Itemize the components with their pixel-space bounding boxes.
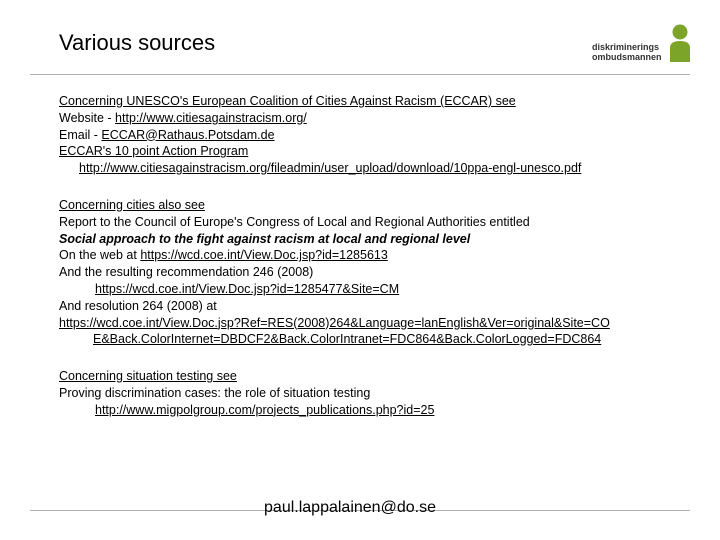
testing-heading: Concerning situation testing see <box>59 369 237 384</box>
recommendation-line: And the resulting recommendation 246 (2008) <box>59 265 314 280</box>
resolution-link-line-1 <box>59 315 689 332</box>
resolution-line: And resolution 264 (2008) at <box>59 298 217 313</box>
proving-link[interactable]: http://www.migpolgroup.com/projects_publications.php?id=25 <box>95 402 435 417</box>
logo <box>592 24 692 68</box>
logo-line-1: diskriminerings <box>592 42 660 52</box>
cities-heading: Concerning cities also see <box>59 197 205 212</box>
person-icon <box>668 24 692 64</box>
footer-email[interactable]: paul.lappalainen@do.se <box>264 499 436 516</box>
report-line: Report to the Council of Europe's Congress of Local and Regional Authorities entitled <box>59 214 530 229</box>
proving-line: Proving discrimination cases: the role of situation testing <box>59 385 371 400</box>
eccar-website-link[interactable]: http://www.citiesagainstracism.org/ <box>115 110 307 125</box>
report-web-link[interactable]: https://wcd.coe.int/View.Doc.jsp?id=1285613 <box>140 248 388 263</box>
eccar-email-line <box>59 127 689 144</box>
email-prefix: Email - <box>59 127 102 142</box>
web-prefix: On the web at <box>59 248 141 263</box>
proving-link-line <box>59 402 689 419</box>
eccar-program-label: ECCAR's 10 point Action Program <box>59 144 249 159</box>
resolution-link-line-2 <box>59 331 689 348</box>
spacer <box>59 177 689 197</box>
resolution-link-part-2[interactable]: E&Back.ColorInternet=DBDCF2&Back.ColorIntranet=FDC864&Back.ColorLogged=FDC864 <box>93 332 602 347</box>
slide-title: Various sources <box>59 30 216 55</box>
logo-text <box>592 42 662 62</box>
eccar-program-link[interactable]: http://www.citiesagainstracism.org/fileadmin/user_upload/download/10ppa-engl-unesco.pdf <box>79 161 582 176</box>
resolution-link-part-1[interactable]: https://wcd.coe.int/View.Doc.jsp?Ref=RES(2008)264&Language=lanEnglish&Ver=original&Site=CO <box>59 315 610 330</box>
web-line <box>59 247 689 264</box>
report-title: Social approach to the fight against racism at local and regional level <box>59 231 471 246</box>
recommendation-link[interactable]: https://wcd.coe.int/View.Doc.jsp?id=1285477&Site=CM <box>95 281 400 296</box>
eccar-heading: Concerning UNESCO's European Coalition of Cities Against Racism (ECCAR) see <box>59 94 516 108</box>
spacer <box>59 348 689 368</box>
eccar-email-link[interactable]: ECCAR@Rathaus.Potsdam.de <box>101 127 275 142</box>
logo-line-2: ombudsmannen <box>592 52 662 62</box>
recommendation-link-line <box>59 281 689 298</box>
header-divider <box>30 74 690 75</box>
eccar-program-line <box>59 160 689 177</box>
eccar-website-line <box>59 110 689 127</box>
sources-body <box>59 93 689 419</box>
website-prefix: Website - <box>59 110 116 125</box>
